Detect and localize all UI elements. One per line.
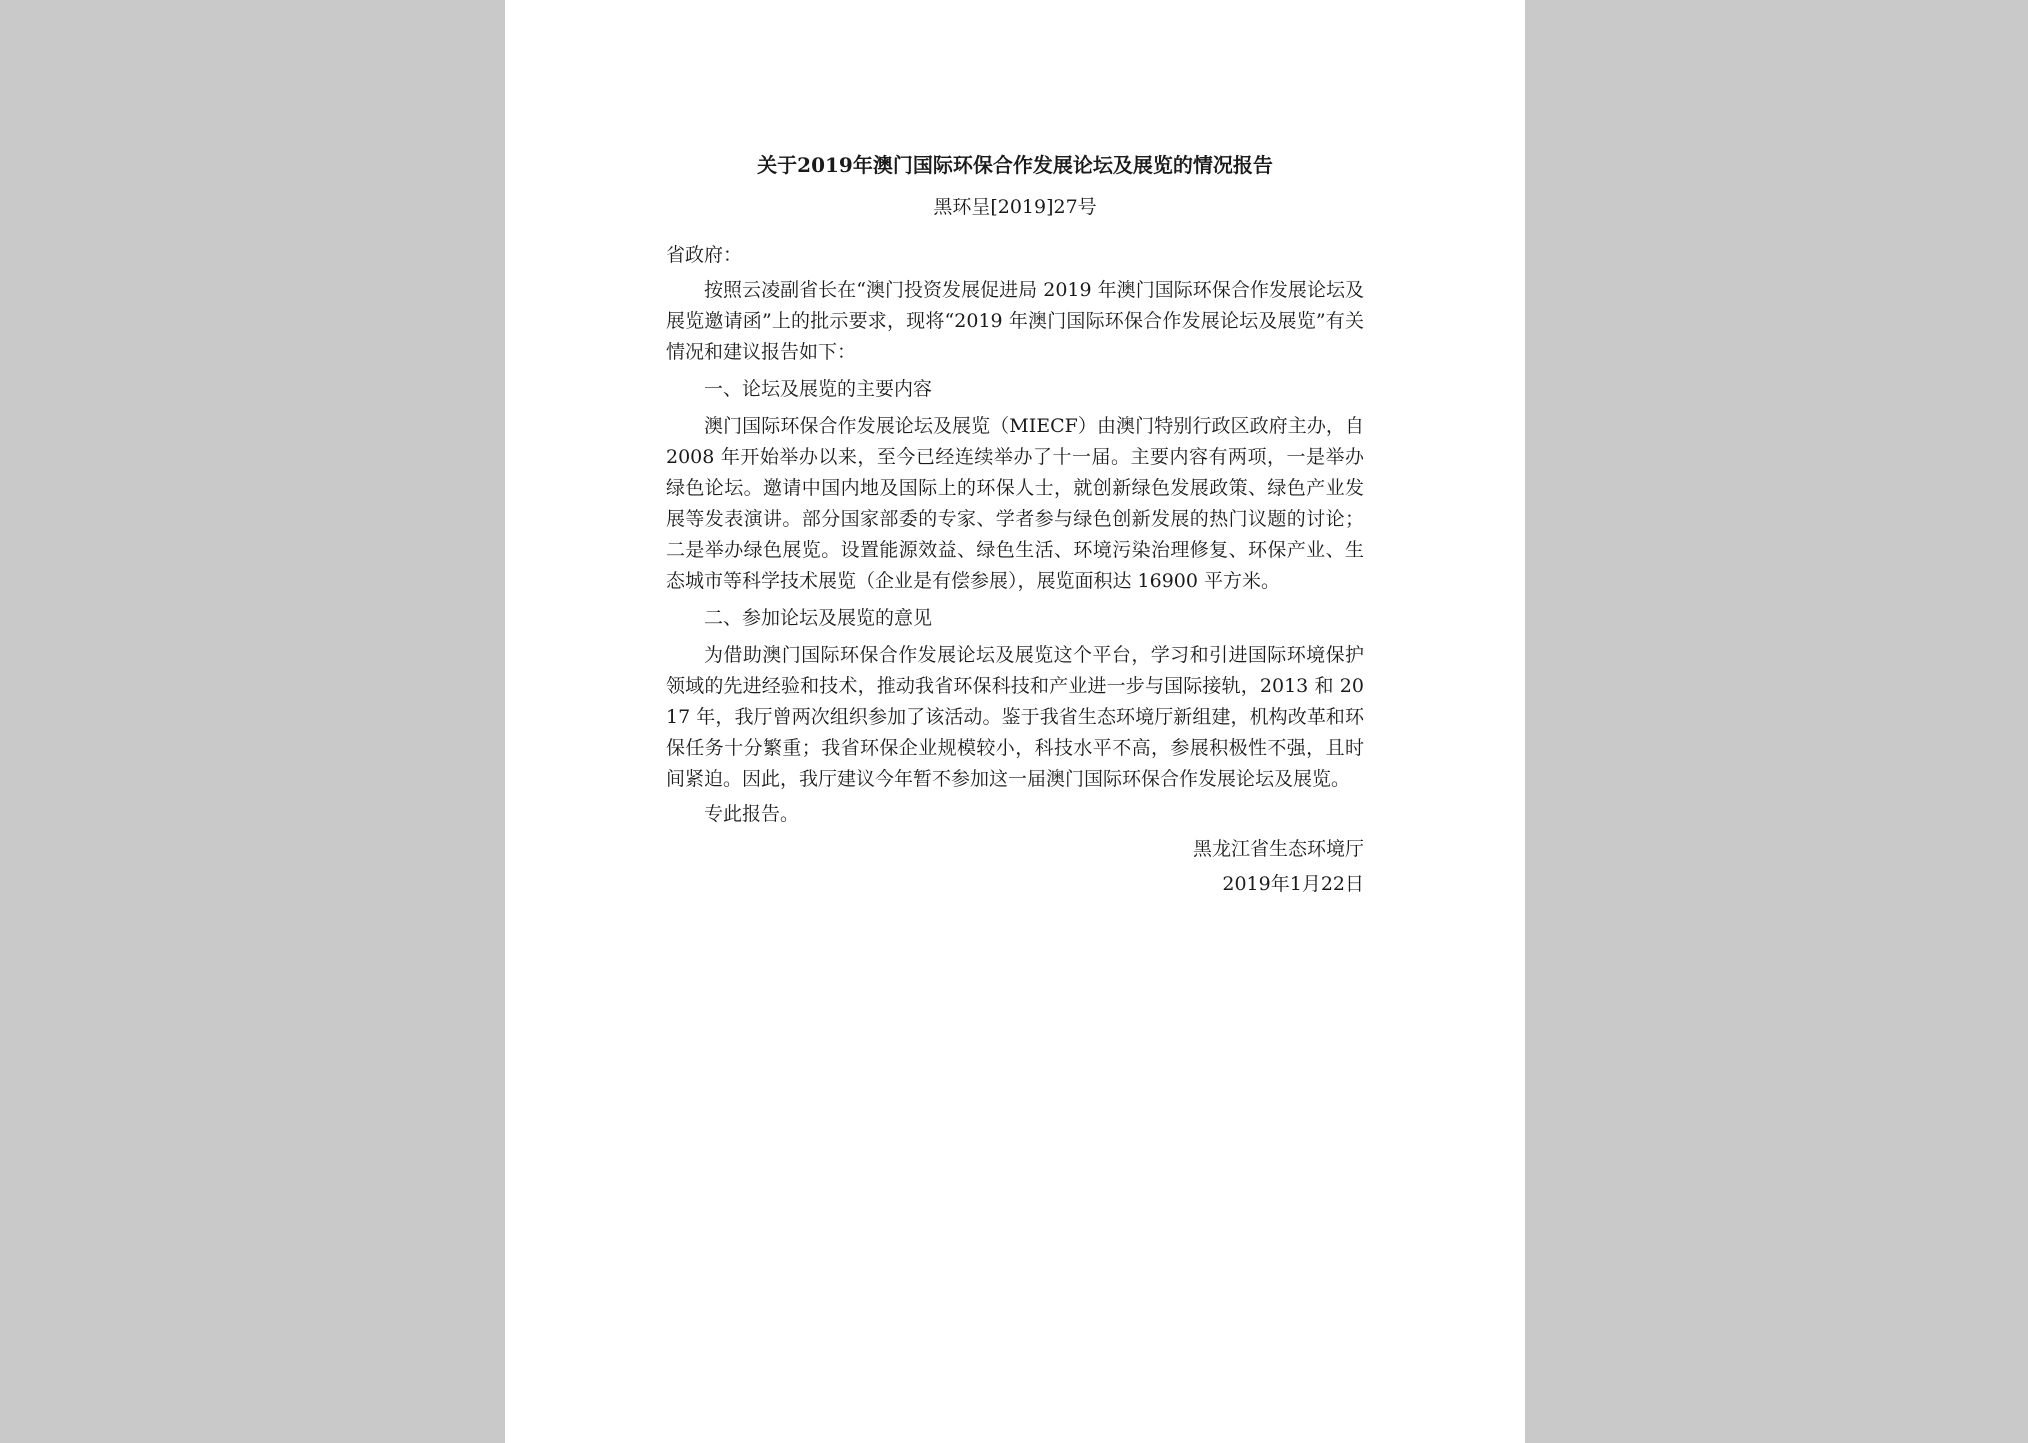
section-body-2: 为借助澳门国际环保合作发展论坛及展览这个平台，学习和引进国际环境保护领域的先进经验和技术，推动我省环保科技和产业进一步与国际接轨，2013 和 2017 年，我厅曾两次组织参加了该活动。鉴于我省生态环境厅新组建，机构改革和环保任务十分繁重；我省环保企业规模较小，科技水平不高，参展积极性不强，且时间紧迫。因此，我厅建议今年暂不参加这一届澳门国际环保合作发展论坛及展览。 xyxy=(666,644,1364,790)
signature: 黑龙江省生态环境厅 xyxy=(1192,838,1364,860)
intro-paragraph: 按照云凌副省长在“澳门投资发展促进局 2019 年澳门国际环保合作发展论坛及展览邀请函”上的批示要求，现将“2019 年澳门国际环保合作发展论坛及展览”有关情况和建议报告如下： xyxy=(666,279,1364,363)
section-heading-1: 一、论坛及展览的主要内容 xyxy=(704,378,933,400)
salutation: 省政府： xyxy=(666,244,743,266)
document-page xyxy=(505,0,1525,1443)
section-heading-2: 二、参加论坛及展览的意见 xyxy=(704,607,933,629)
document-number: 黑环呈[2019]27号 xyxy=(933,196,1097,218)
signature-date: 2019年1月22日 xyxy=(1222,873,1364,895)
closing-remark: 专此报告。 xyxy=(704,803,800,825)
document-title: 关于2019年澳门国际环保合作发展论坛及展览的情况报告 xyxy=(757,153,1273,177)
section-body-1: 澳门国际环保合作发展论坛及展览（MIECF）由澳门特别行政区政府主办，自 2008 年开始举办以来，至今已经连续举办了十一届。主要内容有两项，一是举办绿色论坛。邀请中国内地及国际上的环保人士，就创新绿色发展政策、绿色产业发展等发表演讲。部分国家部委的专家、学者参与绿色创新发展的热门议题的讨论；二是举办绿色展览。设置能源效益、绿色生活、环境污染治理修复、环保产业、生态城市等科学技术展览（企业是有偿参展），展览面积达 16900 平方米。 xyxy=(666,415,1364,592)
